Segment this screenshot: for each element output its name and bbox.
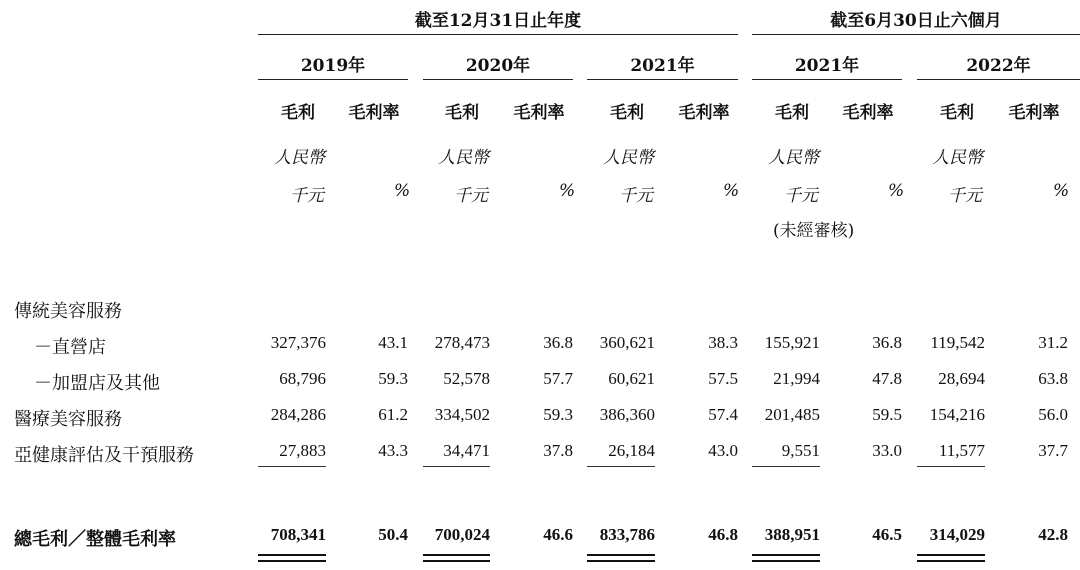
group-header-six-months: 截至6月30日止六個月 bbox=[830, 11, 1002, 31]
total-double-rule bbox=[917, 560, 985, 562]
total-cell: 46.8 bbox=[708, 525, 738, 544]
total-double-rule bbox=[587, 554, 655, 556]
table-cell: 63.8 bbox=[1038, 369, 1068, 388]
table-cell: 59.3 bbox=[378, 369, 408, 388]
table-cell: 27,883 bbox=[279, 441, 326, 460]
table-cell: 47.8 bbox=[872, 369, 902, 388]
col-header-profit: 毛利 bbox=[940, 103, 974, 123]
table-cell: 33.0 bbox=[872, 441, 902, 460]
table-cell: 154,216 bbox=[929, 405, 985, 424]
total-double-rule bbox=[258, 560, 326, 562]
year-header: 2020年 bbox=[465, 56, 531, 76]
col-header-profit: 毛利 bbox=[445, 103, 479, 123]
unit-percent: % bbox=[1053, 181, 1070, 201]
unit-currency: 人民幣 bbox=[768, 148, 819, 168]
table-cell: 201,485 bbox=[764, 405, 820, 424]
total-cell: 50.4 bbox=[378, 525, 408, 544]
col-header-profit: 毛利 bbox=[775, 103, 809, 123]
table-cell: 21,994 bbox=[773, 369, 820, 388]
unit-thousand: 千元 bbox=[290, 186, 324, 206]
row-label: －加盟店及其他 bbox=[34, 373, 160, 394]
unit-thousand: 千元 bbox=[454, 186, 488, 206]
table-cell: 57.5 bbox=[708, 369, 738, 388]
table-cell: 36.8 bbox=[543, 333, 573, 352]
table-cell: 43.1 bbox=[378, 333, 408, 352]
total-double-rule bbox=[752, 554, 820, 556]
year-rule bbox=[752, 79, 902, 80]
col-header-margin: 毛利率 bbox=[513, 103, 565, 123]
table-cell: 386,360 bbox=[599, 405, 655, 424]
year-rule bbox=[917, 79, 1080, 80]
total-cell: 708,341 bbox=[270, 525, 326, 544]
total-double-rule bbox=[917, 554, 985, 556]
year-rule bbox=[258, 79, 408, 80]
total-double-rule bbox=[423, 560, 490, 562]
unit-currency: 人民幣 bbox=[932, 148, 983, 168]
table-cell: 284,286 bbox=[270, 405, 326, 424]
table-cell: 43.3 bbox=[378, 441, 408, 460]
col-header-margin: 毛利率 bbox=[678, 103, 730, 123]
total-double-rule bbox=[258, 554, 326, 556]
row-label: 醫療美容服務 bbox=[14, 409, 122, 430]
total-cell: 700,024 bbox=[434, 525, 490, 544]
table-cell: 9,551 bbox=[781, 441, 820, 460]
unit-thousand: 千元 bbox=[784, 186, 818, 206]
table-cell: 119,542 bbox=[930, 333, 985, 352]
total-double-rule bbox=[752, 560, 820, 562]
table-cell: 59.3 bbox=[543, 405, 573, 424]
year-rule bbox=[423, 79, 573, 80]
subtotal-rule bbox=[423, 466, 490, 467]
unit-currency: 人民幣 bbox=[274, 148, 325, 168]
year-header: 2019年 bbox=[300, 56, 366, 76]
table-cell: 37.8 bbox=[543, 441, 573, 460]
group-header-year-end: 截至12月31日止年度 bbox=[414, 11, 582, 31]
unaudited-note: (未經審核) bbox=[773, 221, 855, 241]
group-rule-2 bbox=[752, 34, 1080, 35]
unit-percent: % bbox=[394, 181, 411, 201]
table-cell: 57.7 bbox=[543, 369, 573, 388]
total-cell: 42.8 bbox=[1038, 525, 1068, 544]
row-label: －直營店 bbox=[34, 337, 106, 358]
table-cell: 327,376 bbox=[270, 333, 326, 352]
total-label: 總毛利／整體毛利率 bbox=[14, 529, 176, 550]
total-cell: 833,786 bbox=[599, 525, 655, 544]
total-cell: 46.6 bbox=[543, 525, 573, 544]
table-cell: 11,577 bbox=[938, 441, 985, 460]
col-header-margin: 毛利率 bbox=[842, 103, 894, 123]
unit-thousand: 千元 bbox=[948, 186, 982, 206]
col-header-profit: 毛利 bbox=[610, 103, 644, 123]
table-cell: 28,694 bbox=[938, 369, 985, 388]
year-rule bbox=[587, 79, 738, 80]
table-cell: 36.8 bbox=[872, 333, 902, 352]
table-cell: 278,473 bbox=[434, 333, 490, 352]
table-cell: 57.4 bbox=[708, 405, 738, 424]
col-header-profit: 毛利 bbox=[281, 103, 315, 123]
table-cell: 34,471 bbox=[443, 441, 490, 460]
table-cell: 59.5 bbox=[872, 405, 902, 424]
table-cell: 52,578 bbox=[443, 369, 490, 388]
table-cell: 43.0 bbox=[708, 441, 738, 460]
table-cell: 56.0 bbox=[1038, 405, 1068, 424]
year-header: 2022年 bbox=[966, 56, 1031, 76]
row-label: 傳統美容服務 bbox=[14, 301, 122, 322]
year-header: 2021年 bbox=[630, 56, 695, 76]
unit-currency: 人民幣 bbox=[438, 148, 489, 168]
table-cell: 60,621 bbox=[608, 369, 655, 388]
total-double-rule bbox=[587, 560, 655, 562]
total-cell: 314,029 bbox=[929, 525, 985, 544]
col-header-margin: 毛利率 bbox=[1008, 103, 1060, 123]
table-cell: 37.7 bbox=[1038, 441, 1068, 460]
subtotal-rule bbox=[917, 466, 985, 467]
total-cell: 46.5 bbox=[872, 525, 902, 544]
table-cell: 68,796 bbox=[279, 369, 326, 388]
table-cell: 360,621 bbox=[599, 333, 655, 352]
group-rule-1 bbox=[258, 34, 738, 35]
total-double-rule bbox=[423, 554, 490, 556]
subtotal-rule bbox=[258, 466, 326, 467]
total-cell: 388,951 bbox=[764, 525, 820, 544]
row-label: 亞健康評估及干預服務 bbox=[14, 445, 194, 466]
unit-percent: % bbox=[888, 181, 905, 201]
unit-currency: 人民幣 bbox=[603, 148, 654, 168]
subtotal-rule bbox=[587, 466, 655, 467]
col-header-margin: 毛利率 bbox=[348, 103, 400, 123]
table-cell: 61.2 bbox=[378, 405, 408, 424]
table-cell: 26,184 bbox=[608, 441, 655, 460]
table-cell: 334,502 bbox=[434, 405, 490, 424]
unit-percent: % bbox=[723, 181, 740, 201]
year-header: 2021年 bbox=[794, 56, 860, 76]
table-cell: 155,921 bbox=[764, 333, 820, 352]
unit-thousand: 千元 bbox=[619, 186, 653, 206]
table-cell: 31.2 bbox=[1038, 333, 1068, 352]
unit-percent: % bbox=[559, 181, 576, 201]
table-cell: 38.3 bbox=[708, 333, 738, 352]
subtotal-rule bbox=[752, 466, 820, 467]
